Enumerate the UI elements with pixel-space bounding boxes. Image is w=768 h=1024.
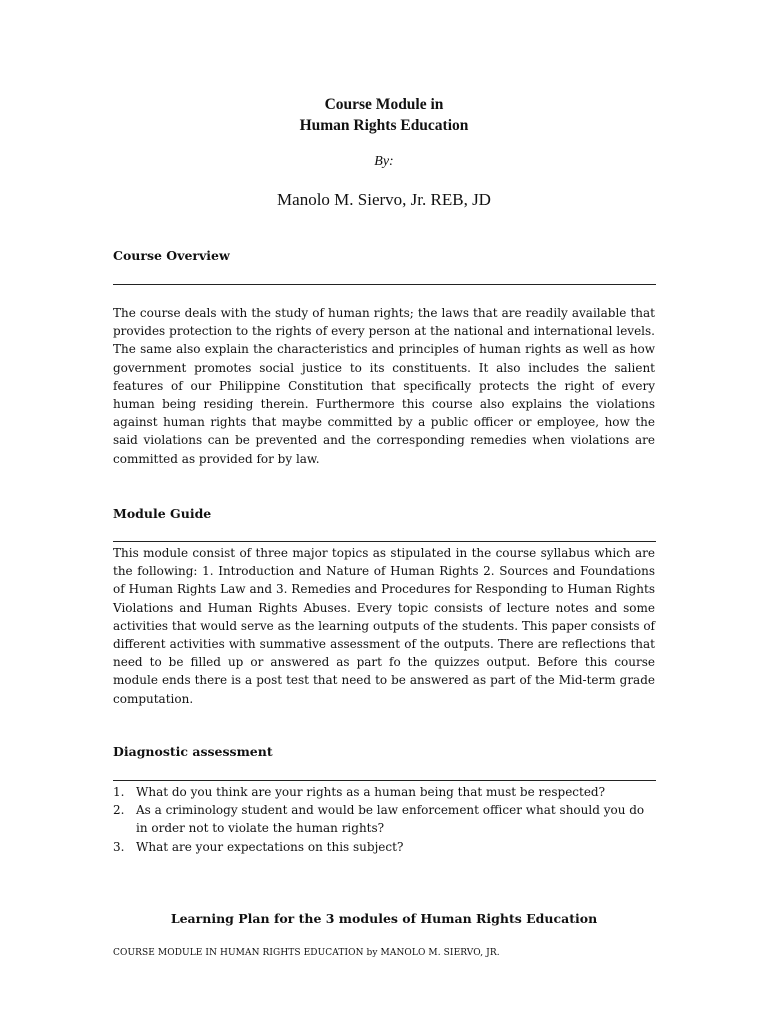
diagnostic-question	[113, 838, 656, 856]
course-overview-body: The course deals with the study of human rights; the laws that are readily available that provides protection to the rights of every person at the national and international levels. The same also explain the characteristics and principles of human rights as well as how government promotes social justice to its constituents. It also includes the salient features of our Philippine Constitution that specifically protects the right of every human being residing therein. Furthermore this course also explains the violations against human rights that maybe committed by a public officer or employee, how the said violations can be prevented and the corresponding remedies when violations are committed as provided for by law.	[113, 306, 655, 466]
diagnostic-rule	[113, 780, 656, 781]
learning-plan-heading: Learning Plan for the 3 modules of Human Rights Education	[170, 911, 598, 926]
page-footer: COURSE MODULE IN HUMAN RIGHTS EDUCATION by MANOLO M. SIERVO, JR.	[113, 948, 500, 958]
question-number: 1.	[113, 785, 125, 799]
by-label: By:	[374, 154, 394, 169]
module-guide-heading: Module Guide	[113, 506, 212, 521]
diagnostic-question	[113, 801, 656, 837]
document-title-line2: Human Rights Education	[299, 117, 469, 134]
diagnostic-questions	[113, 783, 656, 856]
diagnostic-heading: Diagnostic assessment	[113, 744, 273, 759]
question-text: As a criminology student and would be law enforcement officer what should you do in order not to violate the human rights?	[136, 803, 645, 836]
question-number: 3.	[113, 839, 125, 854]
diagnostic-question	[113, 783, 656, 801]
question-number: 2.	[113, 803, 125, 818]
question-text: What do you think are your rights as a human being that must be respected?	[136, 785, 606, 799]
question-text: What are your expectations on this subject?	[136, 839, 404, 854]
course-overview-heading: Course Overview	[113, 248, 230, 263]
module-guide-body: This module consist of three major topics as stipulated in the course syllabus which are the following: 1. Introduction and Nature of Human Rights 2. Sources and Foundations of Human Rights Law and 3. Remedies and Procedures for Responding to Human Rights Violations and Human Rights Abuses. Every topic consists of lecture notes and some activities that would serve as the learning outputs of the students. This paper consists of different activities with summative assessment of the outputs. There are reflections that need to be filled up or answered as part fo the quizzes output. Before this course module ends there is a post test that need to be answered as part of the Mid-term grade computation.	[113, 546, 655, 706]
course-overview-rule	[113, 284, 656, 285]
document-title-line1: Course Module in	[324, 96, 444, 113]
module-guide-rule	[113, 541, 656, 542]
author-name: Manolo M. Siervo, Jr. REB, JD	[277, 190, 491, 209]
